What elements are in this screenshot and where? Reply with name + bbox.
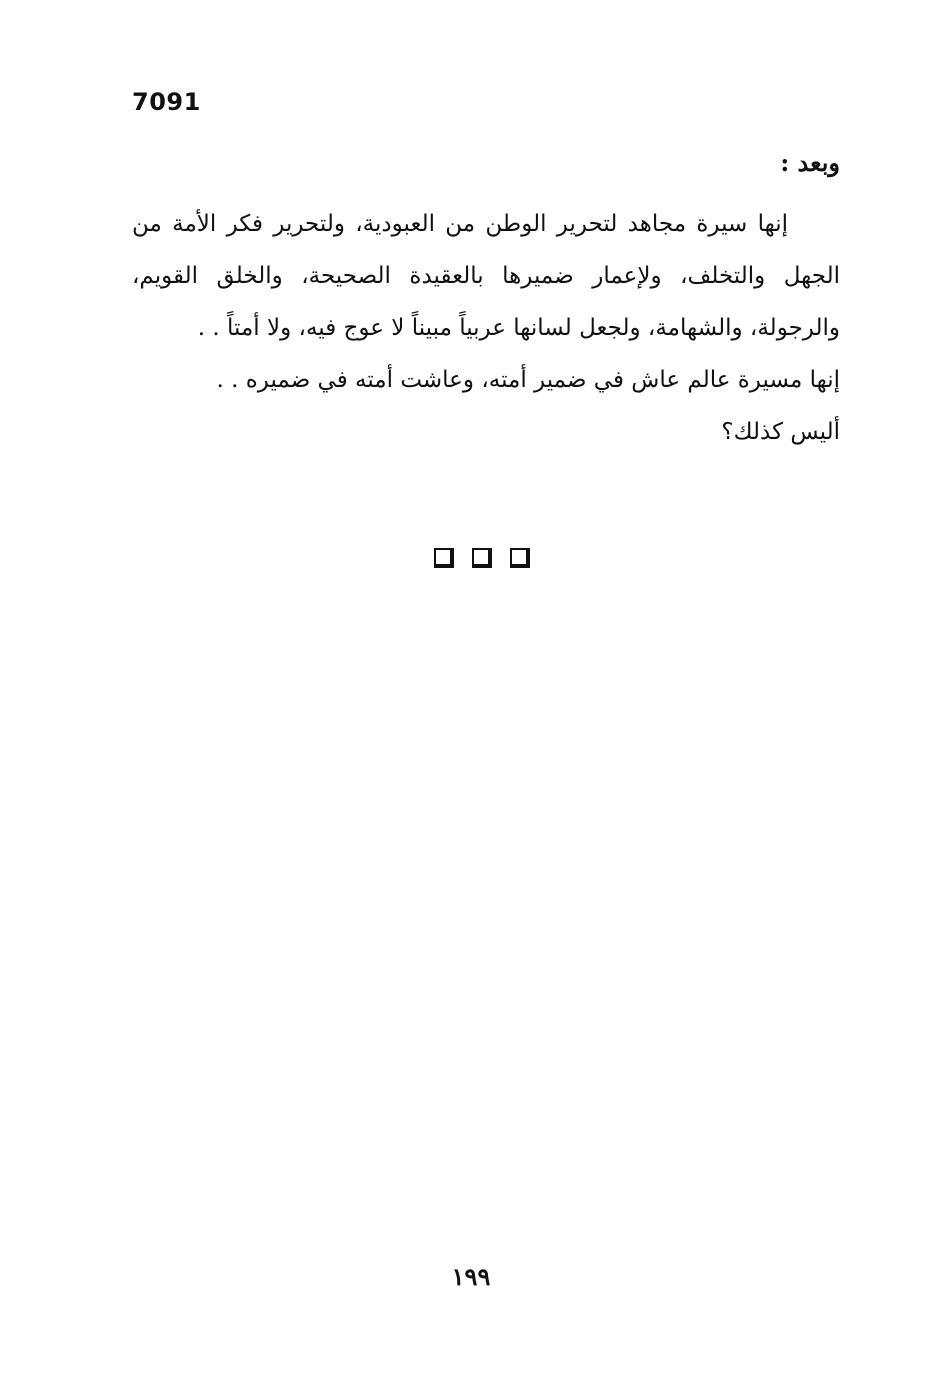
- page-number: ١٩٩: [451, 1262, 491, 1291]
- square-ornament-icon: [472, 548, 492, 568]
- square-ornament-icon: [434, 548, 454, 568]
- section-heading: وبعد :: [780, 148, 840, 177]
- section-separator: [434, 548, 530, 568]
- paragraph-2: إنها مسيرة عالم عاش في ضمير أمته، وعاشت أمته في ضميره . .: [216, 367, 840, 393]
- paragraph-3: أليس كذلك؟: [721, 419, 840, 445]
- page-id: 7091: [132, 88, 201, 116]
- square-ornament-icon: [510, 548, 530, 568]
- paragraph-1: إنها سيرة مجاهد لتحرير الوطن من العبودية، ولتحرير فكر الأمة من الجهل والتخلف، ولإعمار ضميرها بالعقيدة الصحيحة، والخلق القويم، والرجولة، والشهامة، ولجعل لسانها عربياً مبيناً لا عوج فيه، ولا أمتاً . .: [132, 211, 840, 341]
